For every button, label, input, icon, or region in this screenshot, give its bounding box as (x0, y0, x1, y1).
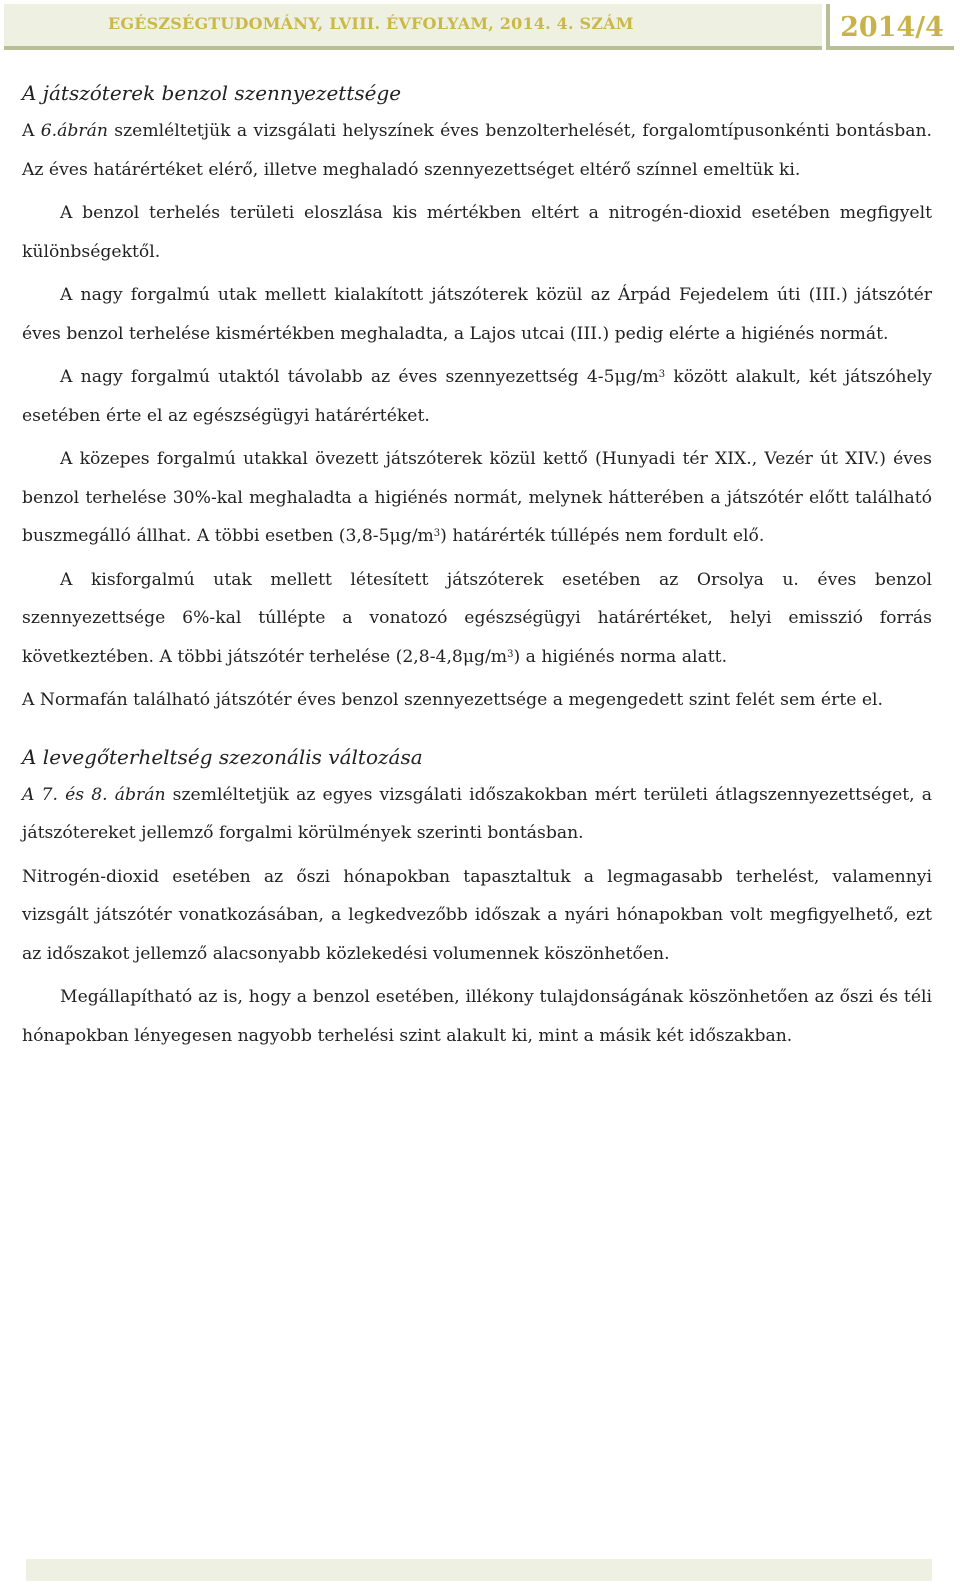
journal-title: EGÉSZSÉGTUDOMÁNY, LVIII. ÉVFOLYAM, 2014. 4. SZÁM (108, 14, 634, 33)
paragraph: Nitrogén-dioxid esetében az őszi hónapokban tapasztaltuk a legmagasabb terhelést, valamennyi vizsgált játszótér vonatkozásában, a legkedvezőbb időszak a nyári hónapokban volt megfigyelhető, ezt az időszakot jellemző alacsonyabb közlekedési volumennek köszönhetően. (22, 866, 932, 964)
paragraph: A 6.ábrán szemléltetjük a vizsgálati helyszínek éves benzolterhelését, forgalomtípusonkénti bontásban. Az éves határértéket elérő, illetve meghaladó szennyezettséget eltérő színnel emeltük ki. (22, 121, 932, 180)
paragraph: A Normafán található játszótér éves benzol szennyezettsége a megengedett szint felét sem érte el. (22, 690, 883, 710)
paragraph: A nagy forgalmú utak mellett kialakított játszóterek közül az Árpád Fejedelem úti (III.) játszótér éves benzol terhelése kismértékben meghaladta, a Lajos utcai (III.) pedig elérte a higiénés normát. (22, 285, 932, 344)
section-title-seasonal: A levegőterheltség szezonális változása (22, 744, 423, 769)
footer-band (26, 1559, 932, 1581)
journal-header-band (4, 4, 822, 50)
paragraph: A közepes forgalmú utakkal övezett játszóterek közül kettő (Hunyadi tér XIX., Vezér út XIV.) éves benzol terhelése 30%-kal meghaladta a higiénés normát, melynek hátterében a játszótér előtt található buszmegálló állhat. A többi esetben $(3,8-5\mu g/m^3)$ határérték túllépés nem fordult elő. (22, 449, 932, 546)
issue-number: 2014/4 (840, 12, 944, 43)
issue-badge (826, 4, 954, 50)
figure-reference: A 7. és 8. ábrán (22, 784, 166, 805)
paragraph: A benzol terhelés területi eloszlása kis mértékben eltért a nitrogén-dioxid esetében megfigyelt különbségektől. (22, 203, 932, 262)
running-header (4, 4, 954, 50)
paragraph: A 7. és 8. ábrán szemléltetjük az egyes vizsgálati időszakokban mért területi átlagszennyezettséget, a játszótereket jellemző forgalmi körülmények szerinti bontásban. (22, 784, 932, 843)
figure-reference: 6.ábrán (40, 121, 108, 141)
paragraph: A nagy forgalmú utaktól távolabb az éves szennyezettség $4-5\mu g/m^3$ között alakult, két játszóhely esetében érte el az egészségügyi határértéket. (22, 367, 932, 426)
section-title-benzol: A játszóterek benzol szennyezettsége (22, 81, 402, 105)
paragraph: Megállapítható az is, hogy a benzol esetében, illékony tulajdonságának köszönhetően az őszi és téli hónapokban lényegesen nagyobb terhelési szint alakult ki, mint a másik két időszakban. (22, 987, 932, 1046)
article-body (22, 74, 932, 1060)
paragraph: A kisforgalmú utak mellett létesített játszóterek esetében az Orsolya u. éves benzol szennyezettsége 6%-kal túllépte a vonatozó egészségügyi határértéket, helyi emisszió forrás következtében. A többi játszótér terhelése $(2,8-4,8\mu g/m^3)$ a higiénés norma alatt. (22, 569, 932, 667)
